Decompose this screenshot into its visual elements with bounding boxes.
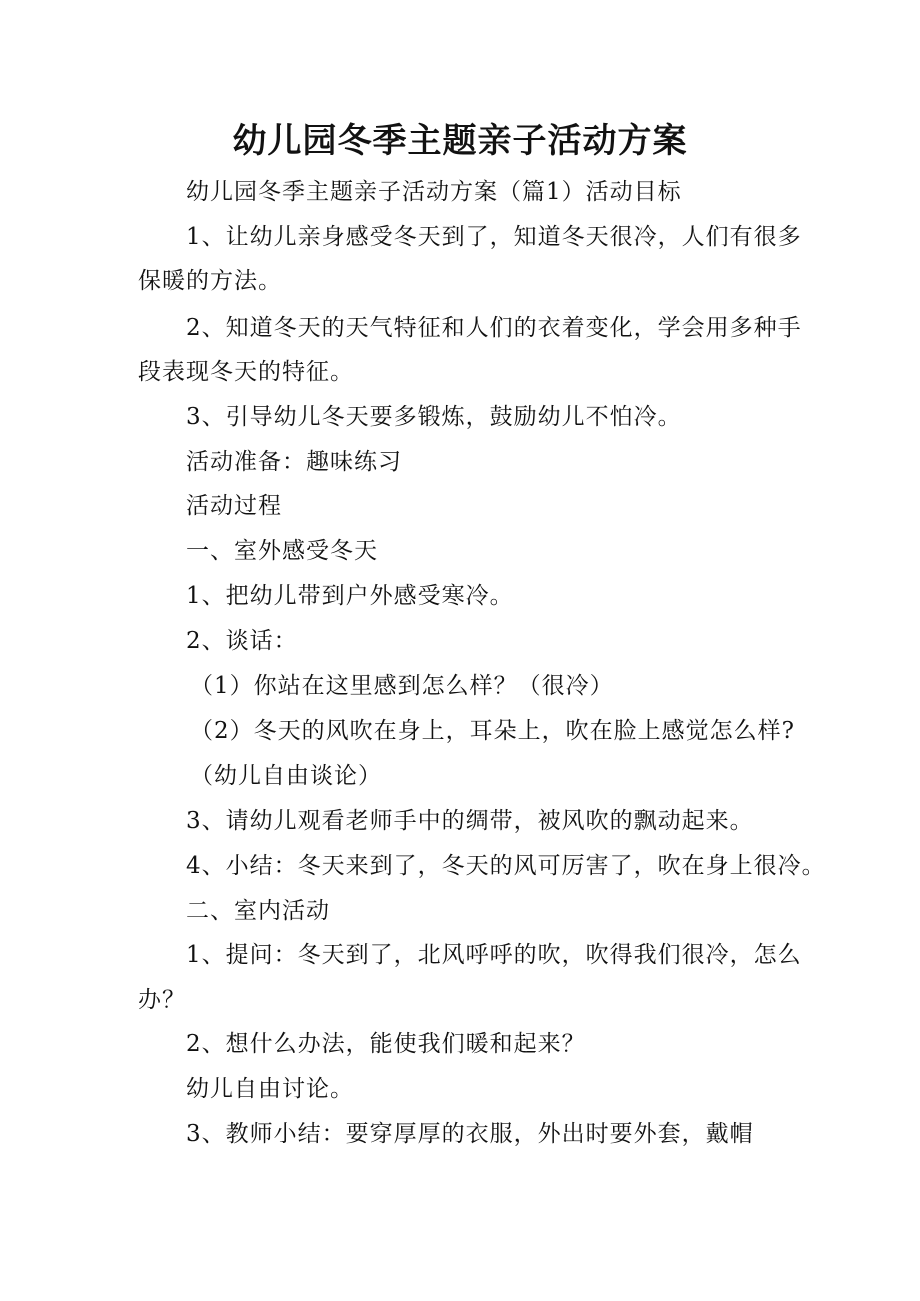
text-line: 保暖的方法。 (138, 268, 282, 294)
text-line: 3、请幼儿观看老师手中的绸带，被风吹的飘动起来。 (186, 808, 754, 834)
text-line: 办？ (138, 987, 186, 1013)
text-line: 二、室内活动 (186, 898, 330, 924)
text-line: 活动过程 (186, 493, 282, 519)
text-line: 1、让幼儿亲身感受冬天到了，知道冬天很冷，人们有很多 (186, 224, 802, 250)
document-title: 幼儿园冬季主题亲子活动方案 (232, 121, 688, 161)
text-line: 幼儿园冬季主题亲子活动方案（篇1）活动目标 (186, 179, 682, 205)
text-line: 2、想什么办法，能使我们暖和起来？ (186, 1031, 586, 1057)
text-line: 3、引导幼儿冬天要多锻炼，鼓励幼儿不怕冷。 (186, 404, 682, 430)
text-line: （2）冬天的风吹在身上，耳朵上，吹在脸上感觉怎么样? (190, 718, 795, 744)
text-line: 段表现冬天的特征。 (138, 359, 354, 385)
text-line: 1、把幼儿带到户外感受寒冷。 (186, 583, 514, 609)
text-line: 2、谈话： (186, 628, 298, 654)
text-line: 一、室外感受冬天 (186, 538, 378, 564)
text-line: 4、小结：冬天来到了，冬天的风可厉害了，吹在身上很冷。 (186, 853, 826, 879)
text-line: （1）你站在这里感到怎么样？（很冷） (190, 673, 614, 699)
text-line: 2、知道冬天的天气特征和人们的衣着变化，学会用多种手 (186, 315, 802, 341)
text-line: 幼儿自由讨论。 (186, 1076, 354, 1102)
text-line: 3、教师小结：要穿厚厚的衣服，外出时要外套，戴帽 (186, 1121, 754, 1147)
text-line: 活动准备：趣味练习 (186, 449, 402, 475)
text-line: 1、提问：冬天到了，北风呼呼的吹，吹得我们很冷，怎么 (186, 942, 802, 968)
text-line: （幼儿自由谈论） (190, 763, 382, 789)
